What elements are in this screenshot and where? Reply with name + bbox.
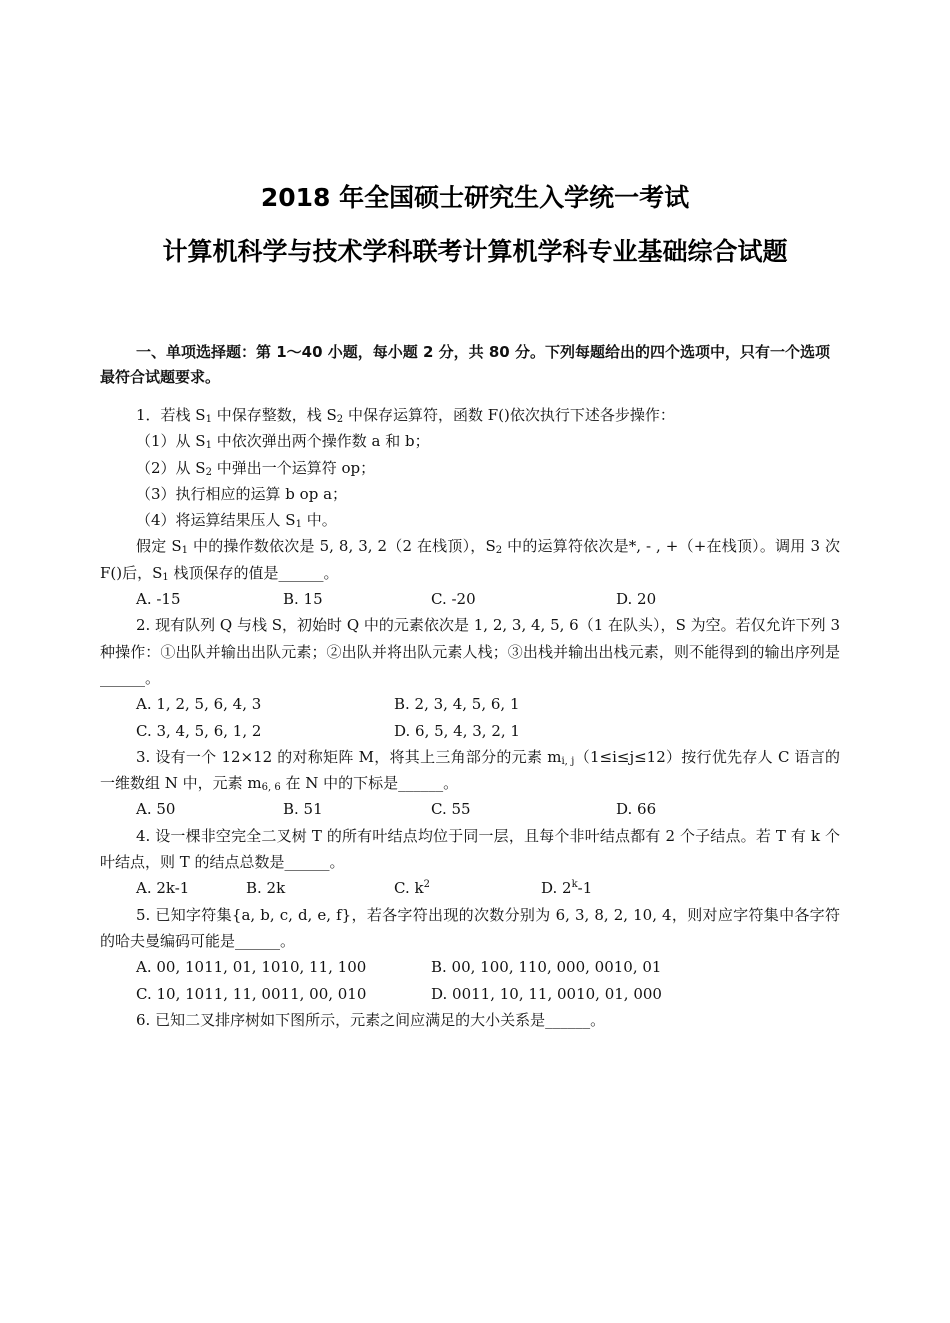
question-2-options-row-1 [100, 691, 840, 717]
question-1-premise: 假定 $S_1$ 中的操作数依次是 5, 8, 3, 2（2 在栈顶），$S_2$ 中的运算符依次是*, - , +（+在栈顶）。调用 3 次 F()后，$S_1$ 栈顶保存的值是______。 [100, 537, 840, 583]
question-5-option-d[interactable]: D. 0011, 10, 11, 0010, 01, 000 [431, 984, 662, 1003]
question-3-option-b[interactable]: B. 51 [283, 800, 323, 819]
question-2-option-b[interactable]: B. 2, 3, 4, 5, 6, 1 [394, 695, 520, 714]
question-1-step-4: （4）将运算结果压人 $S_1$ 中。 [136, 511, 337, 531]
question-4-option-a[interactable]: A. 2k-1 [136, 879, 190, 898]
question-2-stem: 2. 现有队列 Q 与栈 S，初始时 Q 中的元素依次是 1, 2, 3, 4, 5, 6（1 在队头），S 为空。若仅允许下列 3 种操作：①出队并输出出队元素；②出队并将出队元素人栈；③出栈并输出出栈元素，则不能得到的输出序列是______。 [100, 616, 840, 687]
question-1-stem: 1．若栈 $S_1$ 中保存整数，栈 $S_2$ 中保存运算符，函数 F()依次执行下述各步操作： [136, 406, 675, 425]
question-2-options-row-2 [100, 718, 840, 744]
question-6-stem: 6. 已知二叉排序树如下图所示，元素之间应满足的大小关系是______。 [136, 1010, 606, 1029]
question-3-option-d[interactable]: D. 66 [616, 800, 657, 819]
question-5-options-row-1 [100, 954, 840, 980]
question-1-step-2: （2）从 $S_2$ 中弹出一个运算符 op； [136, 458, 376, 478]
question-5-option-c[interactable]: C. 10, 1011, 11, 0011, 00, 010 [136, 984, 367, 1003]
question-5-options-row-2 [100, 981, 840, 1007]
question-1-option-b[interactable]: B. 15 [283, 590, 323, 609]
question-4-option-b[interactable]: B. 2k [246, 879, 286, 898]
question-3-stem: 3. 设有一个 12×12 的对称矩阵 M，将其上三角部分的元素 $m_{i, j}(1\le i\le j\le 12)$按行优先存人 C 语言的一维数组 N 中，元素 $m_{6, 6}$ 在 N 中的下标是______。 [100, 747, 840, 794]
exam-title: 2018 年全国硕士研究生入学统一考试 [260, 183, 690, 212]
question-1-option-c[interactable]: C. -20 [431, 590, 476, 609]
question-4-option-d[interactable]: D. 2$^k$-1 [541, 879, 593, 898]
question-1-option-a[interactable]: A. -15 [136, 590, 181, 609]
question-2-option-d[interactable]: D. 6, 5, 4, 3, 2, 1 [394, 721, 520, 740]
question-5-option-b[interactable]: B. 00, 100, 110, 000, 0010, 01 [431, 958, 662, 977]
question-2-option-c[interactable]: C. 3, 4, 5, 6, 1, 2 [136, 721, 262, 740]
question-1-options [100, 586, 840, 612]
question-2-option-a[interactable]: A. 1, 2, 5, 6, 4, 3 [136, 695, 262, 714]
question-3-option-a[interactable]: A. 50 [136, 800, 176, 819]
questions-body [100, 402, 840, 1033]
question-5-stem: 5. 已知字符集{a, b, c, d, e, f}，若各字符出现的次数分别为 6, 3, 8, 2, 10, 4，则对应字符集中各字符的哈夫曼编码可能是______。 [100, 905, 840, 950]
section-heading: 一、单项选择题：第 1～40 小题，每小题 2 分，共 80 分。下列每题给出的四个选项中，只有一个选项最符合试题要求。 [100, 343, 830, 386]
exam-subtitle: 计算机科学与技术学科联考计算机学科专业基础综合试题 [162, 237, 788, 266]
question-4-option-c[interactable]: C. $k^2$ [394, 879, 430, 898]
question-1-step-3: （3）执行相应的运算 b op a； [136, 484, 348, 503]
question-3-option-c[interactable]: C. 55 [431, 800, 471, 819]
question-5-option-a[interactable]: A. 00, 1011, 01, 1010, 11, 100 [136, 958, 367, 977]
question-4-stem: 4. 设一棵非空完全二叉树 T 的所有叶结点均位于同一层，且每个非叶结点都有 2 个子结点。若 T 有 k 个叶结点，则 T 的结点总数是______。 [100, 826, 840, 872]
question-1-step-1: （1）从 $S_1$ 中依次弹出两个操作数 a 和 b； [136, 432, 430, 452]
question-1-option-d[interactable]: D. 20 [616, 590, 657, 609]
question-4-options [100, 875, 840, 901]
question-3-options [100, 796, 840, 822]
